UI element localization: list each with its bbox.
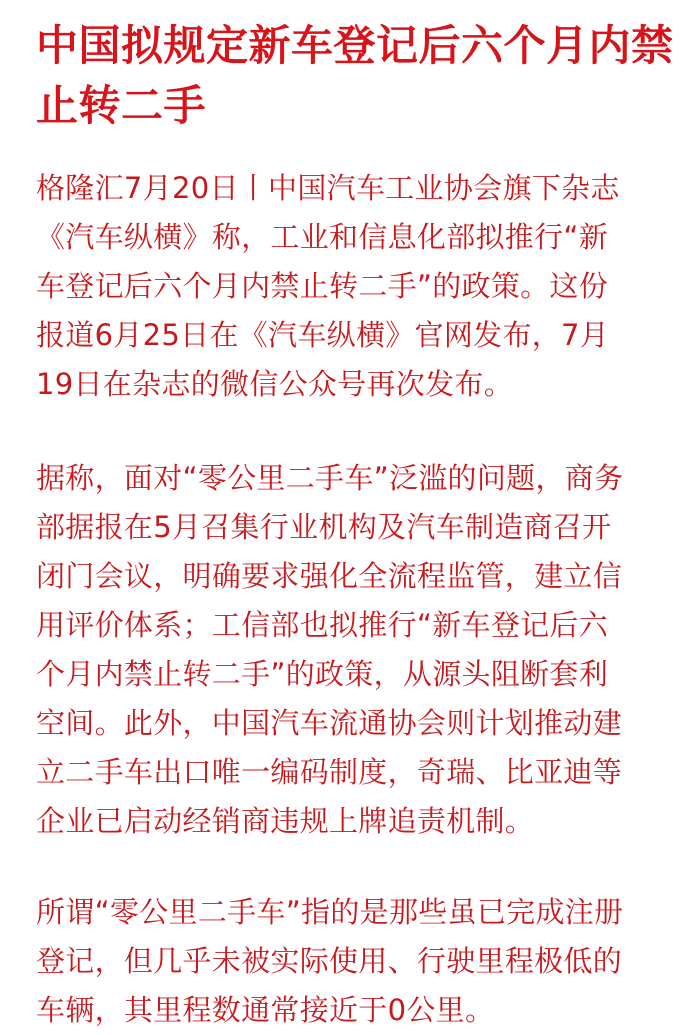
paragraph-line: 部据报在5月召集行业机构及汽车制造商召开	[36, 510, 612, 544]
title-line: 止转二手	[36, 81, 207, 130]
paragraph-line: 所谓“零公里二手车”指的是那些虽已完成注册	[36, 895, 624, 929]
paragraph-line: 车辆，其里程数通常接近于0公里。	[36, 993, 495, 1027]
paragraph-line: 闭门会议，明确要求强化全流程监管，建立信	[36, 559, 623, 593]
paragraph-line: 立二手车出口唯一编码制度，奇瑞、比亚迪等	[36, 755, 623, 789]
article-paragraph-1	[36, 164, 668, 409]
paragraph-line: 格隆汇7月20日丨中国汽车工业协会旗下杂志	[36, 171, 620, 205]
paragraph-line: 据称，面对“零公里二手车”泛滥的问题，商务	[36, 461, 624, 495]
paragraph-line: 空间。此外，中国汽车流通协会则计划推动建	[36, 706, 623, 740]
paragraph-line: 用评价体系；工信部也拟推行“新车登记后六	[36, 608, 609, 642]
paragraph-line: 登记，但几乎未被实际使用、行驶里程极低的	[36, 944, 623, 978]
paragraph-line: 车登记后六个月内禁止转二手”的政策。这份	[36, 269, 609, 303]
title-line: 中国拟规定新车登记后六个月内禁	[36, 21, 674, 70]
paragraph-line: 《汽车纵横》称，工业和信息化部拟推行“新	[36, 220, 609, 254]
article-paragraph-3	[36, 888, 668, 1035]
paragraph-line: 个月内禁止转二手”的政策，从源头阻断套利	[36, 657, 609, 691]
article-paragraph-2	[36, 454, 668, 846]
article-title	[36, 14, 674, 136]
paragraph-line: 企业已启动经销商违规上牌追责机制。	[36, 804, 535, 838]
paragraph-line: 19日在杂志的微信公众号再次发布。	[36, 367, 514, 401]
paragraph-line: 报道6月25日在《汽车纵横》官网发布，7月	[36, 318, 610, 352]
